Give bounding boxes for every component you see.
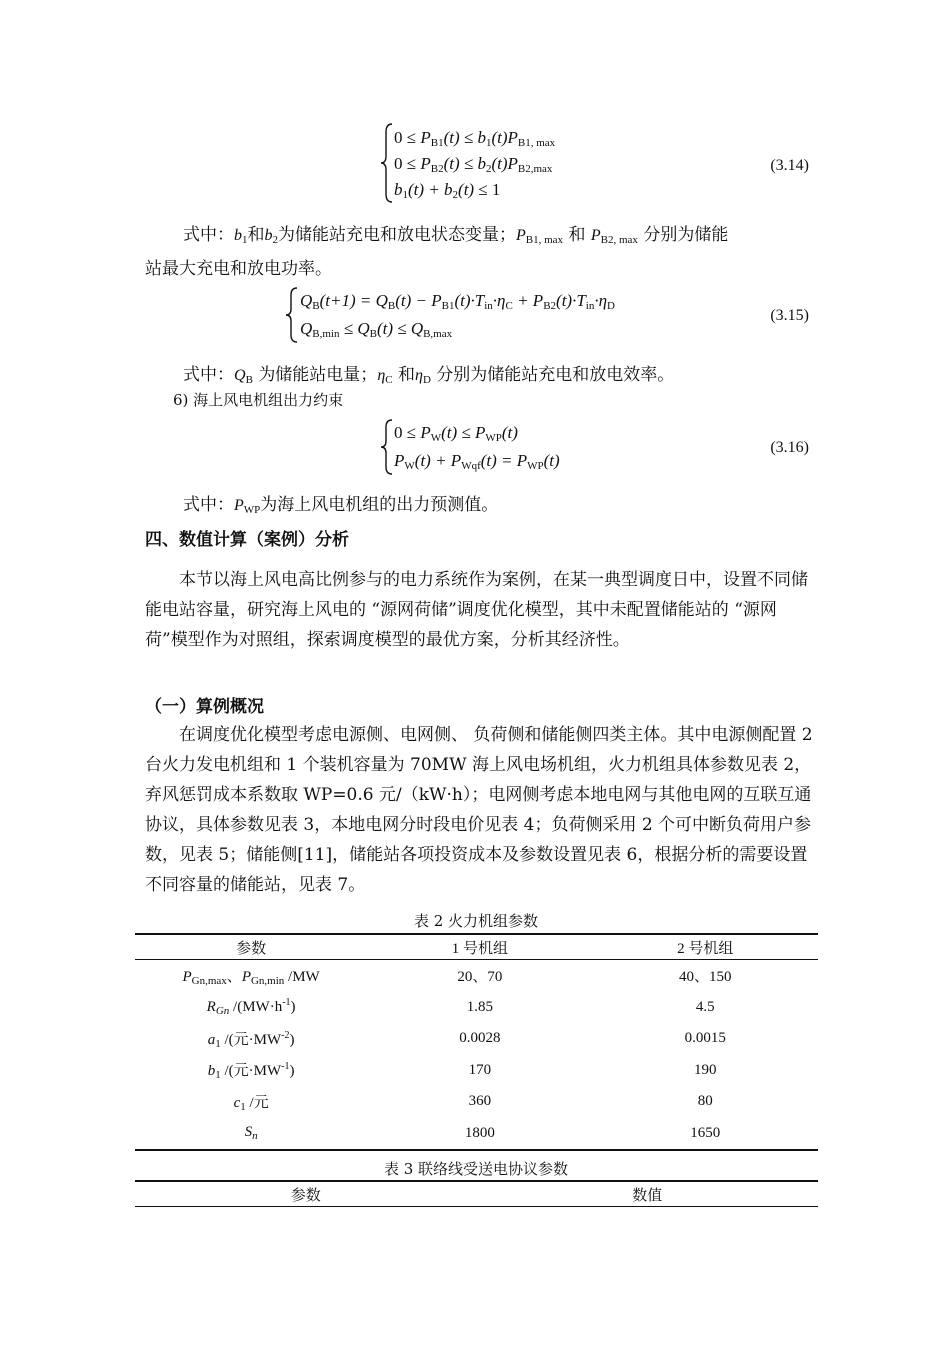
constraint-6-heading: 6) 海上风电机组出力约束 xyxy=(173,391,344,409)
value-cell: 0.0028 xyxy=(459,1030,501,1047)
value-cell: 1650 xyxy=(593,1118,818,1151)
value-cell: 360 xyxy=(468,1093,492,1110)
param-cell: $P_{Gn,max}$、$P_{Gn,min}$ /MW xyxy=(182,968,320,987)
eq-3-14-description: 式中：$b_1$和$b_2$为储能站充电和放电状态变量；$P_{B1, max}$ 和 $P_{B2, max}$ 分别为储能 xyxy=(183,225,729,246)
table-row xyxy=(135,1118,818,1151)
eq-3-14-line2: $0 \le P_{B2}(t) \le b_2(t)P_{B2,max}$ xyxy=(394,154,553,175)
column-header: 1 号机组 xyxy=(367,934,592,960)
eq-3-14-line1: $0 \le P_{B1}(t) \le b_1(t)P_{B1, max}$ xyxy=(394,128,556,149)
table-row xyxy=(135,1055,818,1087)
eq-3-16-line1: $0 \le P_W(t) \le P_{WP}(t)$ xyxy=(394,423,518,444)
column-header: 2 号机组 xyxy=(593,934,818,960)
column-header: 参数 xyxy=(135,1181,477,1207)
subsection-title: （一）算例概况 xyxy=(145,697,264,717)
table-row xyxy=(135,1086,818,1118)
value-cell: 80 xyxy=(697,1093,713,1110)
value-cell: 1800 xyxy=(367,1118,592,1151)
value-cell: 1.85 xyxy=(466,998,494,1015)
eq-3-14-description-line2: 站最大充电和放电功率。 xyxy=(145,259,332,279)
paragraph: 在调度优化模型考虑电源侧、电网侧、 负荷侧和储能侧四类主体。其中电源侧配置 2 台火力发电机组和 1 个装机容量为 70MW 海上风电场机组，火力机组具体参数见表 2，弃风惩罚成本系数取 WP=0.6 元/（kW·h）；电网侧考虑本地电网与其他电网的互联互通协议，具体参数见表 3，本地电网分时段电价见表 4；负荷侧采用 2 个可中断负荷用户参数，见表 5；储能侧[11]，储能站各项投资成本及参数设置见表 6，根据分析的需要设置不同容量的储能站，见表 7。 xyxy=(145,725,813,895)
param-cell: $c_1$ /元 xyxy=(233,1094,269,1113)
value-cell: 20、70 xyxy=(457,969,503,986)
eq-3-16-line2: $P_W(t) + P_{Wqf}(t) = P_{WP}(t)$ xyxy=(394,451,560,472)
table-row xyxy=(135,992,818,1024)
value-cell: 170 xyxy=(468,1061,492,1078)
table-row xyxy=(135,960,818,992)
left-brace xyxy=(285,286,299,344)
column-header: 参数 xyxy=(135,934,367,960)
table-thermal-units xyxy=(135,933,818,1151)
column-header: 数值 xyxy=(477,1181,819,1207)
eq-3-14-line3: $b_1(t) + b_2(t) \le 1$ xyxy=(394,180,501,201)
value-cell: 40、150 xyxy=(679,969,732,986)
eq-3-15-line2: $Q_{B,min} \le Q_B(t) \le Q_{B,max}$ xyxy=(300,319,453,340)
equation-number: (3.16) xyxy=(770,439,809,456)
table-caption: 表 3 联络线受送电协议参数 xyxy=(383,1160,569,1178)
table-tie-line xyxy=(135,1180,818,1207)
section-title: 四、数值计算（案例）分析 xyxy=(145,530,349,550)
eq-3-15-description: 式中：$Q_B$ 为储能站电量；$\eta_C$ 和$\eta_D$ 分别为储能站充电和放电效率。 xyxy=(183,365,675,386)
left-brace xyxy=(380,122,394,204)
param-cell: $R_{Gn}$ $/(MW\cdot h^{-1})$ xyxy=(206,997,296,1018)
table-caption: 表 2 火力机组参数 xyxy=(413,912,539,930)
eq-3-16-description: 式中：$P_{WP}$为海上风电机组的出力预测值。 xyxy=(183,495,499,516)
param-cell: $b_1$ /(元$\cdot MW^{-1}$) xyxy=(207,1061,295,1082)
paragraph: 本节以海上风电高比例参与的电力系统作为案例，在某一典型调度日中，设置不同储能电站容量，研究海上风电的 “源网荷储”调度优化模型，其中未配置储能站的 “源网荷”模型作为对照组，探索调度模型的最优方案，分析其经济性。 xyxy=(145,570,808,650)
value-cell: 190 xyxy=(694,1061,717,1078)
value-cell: 0.0015 xyxy=(684,1030,726,1047)
eq-3-15-line1: $Q_B(t+1) = Q_B(t) - P_{B1}(t)\cdot T_{in}\cdot\eta_C + P_{B2}(t)\cdot T_{in}\cdot\eta_D$ xyxy=(300,291,615,312)
equation-number: (3.14) xyxy=(770,157,809,174)
table-row xyxy=(135,1023,818,1055)
value-cell: 4.5 xyxy=(695,998,715,1015)
param-cell: $S_n$ xyxy=(135,1118,367,1151)
left-brace xyxy=(380,418,394,476)
param-cell: $a_1$ /(元$\cdot MW^{-2}$) xyxy=(207,1029,295,1050)
equation-number: (3.15) xyxy=(770,307,809,324)
